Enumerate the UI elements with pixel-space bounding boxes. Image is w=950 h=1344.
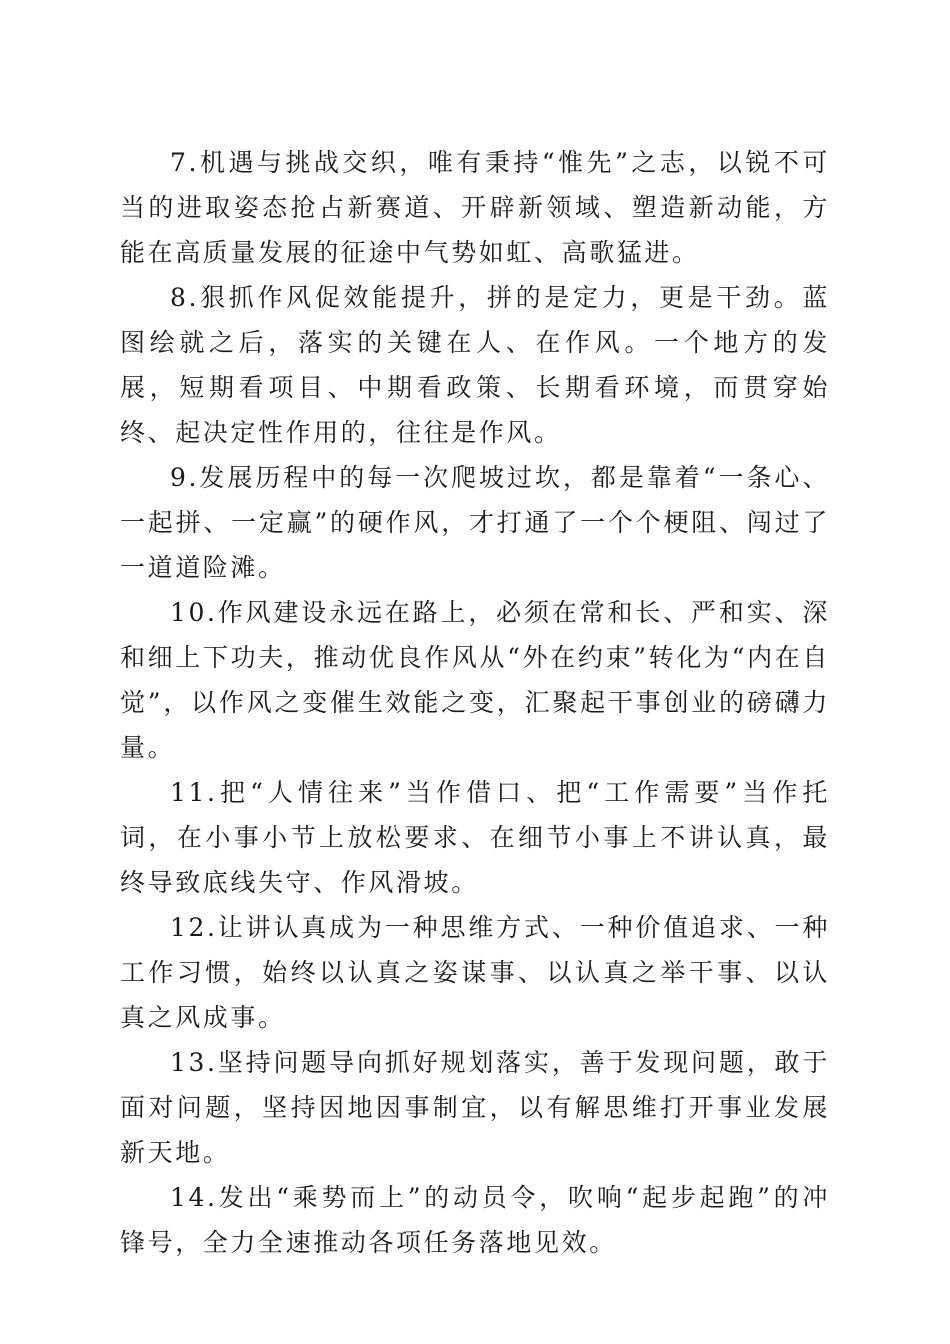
paragraph-10: 10.作风建设永远在路上，必须在常和长、严和实、深和细上下功夫，推动优良作风从“外在约束”转化为“内在自觉”，以作风之变催生效能之变，汇聚起干事创业的磅礴力量。: [120, 598, 830, 762]
paragraph-7: 7.机遇与挑战交织，唯有秉持“惟先”之志，以锐不可当的进取姿态抢占新赛道、开辟新领域、塑造新动能，方能在高质量发展的征途中气势如虹、高歌猛进。: [120, 148, 830, 267]
paragraph-9: 9.发展历程中的每一次爬坡过坎，都是靠着“一条心、一起拼、一定赢”的硬作风，才打通了一个个梗阻、闯过了一道道险滩。: [120, 463, 830, 582]
paragraph-13: 13.坚持问题导向抓好规划落实，善于发现问题，敢于面对问题，坚持因地因事制宜，以有解思维打开事业发展新天地。: [120, 1048, 830, 1167]
paragraph-11: 11.把“人情往来”当作借口、把“工作需要”当作托词，在小事小节上放松要求、在细节小事上不讲认真，最终导致底线失守、作风滑坡。: [120, 778, 830, 897]
document-body: [120, 140, 830, 1265]
paragraph-14: 14.发出“乘势而上”的动员令，吹响“起步起跑”的冲锋号，全力全速推动各项任务落地见效。: [120, 1183, 830, 1257]
paragraph-12: 12.让讲认真成为一种思维方式、一种价值追求、一种工作习惯，始终以认真之姿谋事、以认真之举干事、以认真之风成事。: [120, 913, 830, 1032]
paragraph-8: 8.狠抓作风促效能提升，拼的是定力，更是干劲。蓝图绘就之后，落实的关键在人、在作风。一个地方的发展，短期看项目、中期看政策、长期看环境，而贯穿始终、起决定性作用的，往往是作风。: [120, 283, 830, 447]
